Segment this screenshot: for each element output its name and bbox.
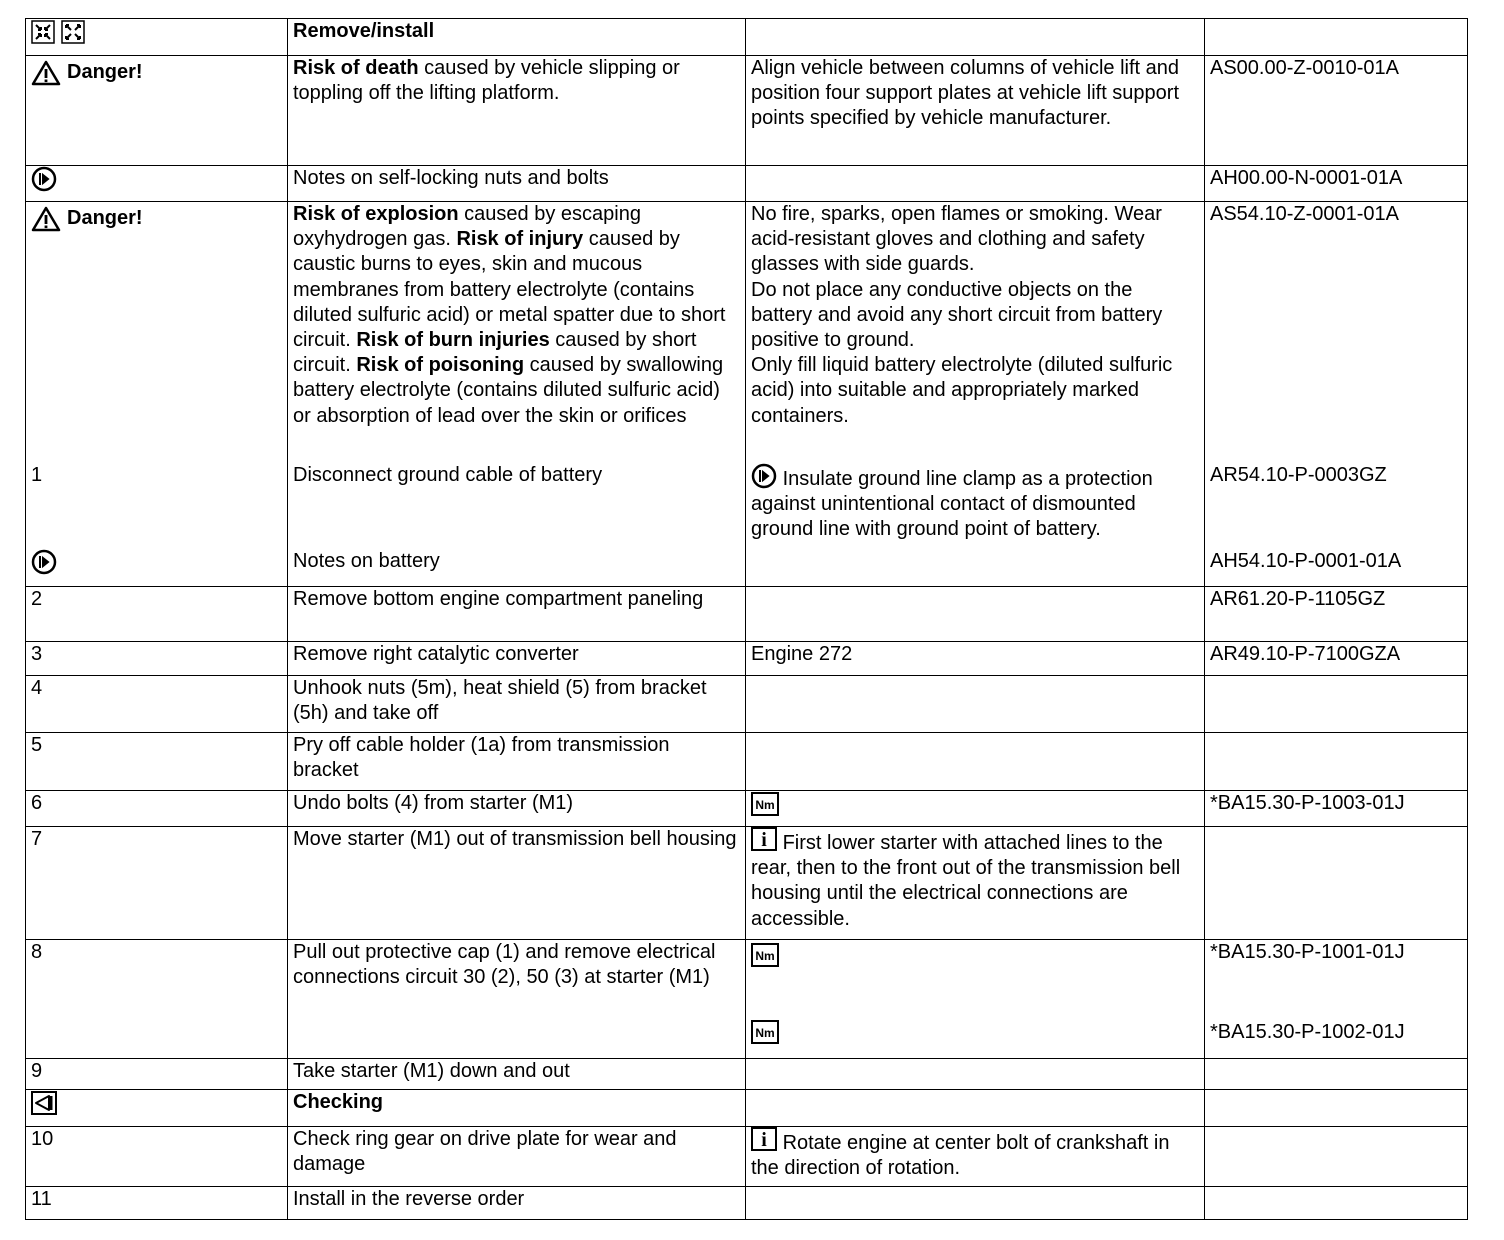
step-row-2 <box>26 587 1468 642</box>
step-number: 6 <box>26 791 288 827</box>
ref-link[interactable]: AR61.20-P-1105GZ <box>1205 587 1468 642</box>
checking-title: Checking <box>293 1091 384 1113</box>
note-text: Notes on battery <box>288 549 746 587</box>
remedy-cell <box>746 202 1205 463</box>
note-arrow-icon <box>31 549 57 575</box>
ref-link[interactable]: AH00.00-N-0001-01A <box>1205 166 1468 202</box>
note-row-battery <box>26 549 1468 587</box>
risk-text: caused by caustic burns to eyes, skin and mucous membranes from battery electrolyte (contains diluted sulfuric acid) or metal spatter due to short circuit. <box>293 228 726 352</box>
step-number: 10 <box>26 1127 288 1187</box>
step-text: Move starter (M1) out of transmission bell housing <box>288 827 746 940</box>
risk-text: caused by swallowing battery electrolyte (contains diluted sulfuric acid) or absorption of lead over the skin or orifices <box>293 354 724 427</box>
risk-bold: Risk of explosion <box>293 203 459 225</box>
step-text: Remove bottom engine compartment paneling <box>288 587 746 642</box>
risk-bold: Risk of poisoning <box>356 354 525 377</box>
step-text: Take starter (M1) down and out <box>288 1059 746 1090</box>
step-number: 5 <box>26 733 288 791</box>
ref-link[interactable]: AR54.10-P-0003GZ <box>1205 463 1468 549</box>
step-text: Check ring gear on drive plate for wear and damage <box>288 1127 746 1187</box>
ref-link[interactable]: AR49.10-P-7100GZA <box>1205 642 1468 676</box>
step-text: Disconnect ground cable of battery <box>288 463 746 549</box>
danger-row-battery <box>26 202 1468 463</box>
note-text: Insulate ground line clamp as a protection against unintentional contact of dismounted ground line with ground point of battery. <box>751 467 1153 540</box>
risk-text: caused by vehicle slipping or toppling off the lifting platform. <box>293 57 680 105</box>
ref-link[interactable]: AS54.10-Z-0001-01A <box>1205 202 1468 463</box>
install-icon <box>61 20 85 44</box>
risk-bold: Risk of death <box>293 57 419 79</box>
step-number: 9 <box>26 1059 288 1090</box>
step-text: Pull out protective cap (1) and remove electrical connections circuit 30 (2), 50 (3) at starter (M1) <box>288 940 746 1059</box>
info-icon <box>751 1127 777 1151</box>
warning-triangle-icon <box>31 206 61 232</box>
step-row-8 <box>26 940 1468 1059</box>
step-number: 8 <box>26 940 288 1059</box>
risk-text: caused by escaping oxyhydrogen gas. <box>293 203 641 251</box>
section-title: Remove/install <box>293 20 435 42</box>
remedy-line: Do not place any conductive objects on the battery and avoid any short circuit from battery positive to ground. <box>751 278 1163 352</box>
step-row-4 <box>26 676 1468 733</box>
step-row-9 <box>26 1059 1468 1090</box>
danger-label <box>31 206 143 232</box>
step-note <box>746 1127 1205 1187</box>
torque-cell <box>746 940 1205 1059</box>
remedy-line: No fire, sparks, open flames or smoking. Wear acid-resistant gloves and clothing and safety glasses with side guards. <box>751 203 1162 276</box>
header-row <box>26 19 1468 56</box>
step-row-5 <box>26 733 1468 791</box>
step-row-3 <box>26 642 1468 676</box>
danger-text: Danger! <box>67 207 143 230</box>
step-row-1 <box>26 463 1468 549</box>
remedy-line: Only fill liquid battery electrolyte (diluted sulfuric acid) into suitable and appropriately marked containers. <box>751 354 1173 427</box>
procedure-table <box>25 18 1468 1220</box>
risk-bold: Risk of burn injuries <box>356 329 550 352</box>
remove-install-icons <box>26 19 288 56</box>
step-text: Remove right catalytic converter <box>288 642 746 676</box>
ref-link[interactable]: *BA15.30-P-1001-01J <box>1210 941 1405 963</box>
note-text: Rotate engine at center bolt of crankshaft in the direction of rotation. <box>751 1132 1170 1180</box>
note-text: Notes on self-locking nuts and bolts <box>288 166 746 202</box>
danger-label <box>31 60 143 86</box>
step-number: 11 <box>26 1187 288 1220</box>
checking-icon <box>31 1091 57 1115</box>
torque-nm-icon[interactable] <box>751 792 779 816</box>
risk-bold: Risk of injury <box>456 228 584 251</box>
step-number: 2 <box>26 587 288 642</box>
note-text: First lower starter with attached lines to the rear, then to the front out of the transmission bell housing until the electrical connections are accessible. <box>751 832 1181 930</box>
note-arrow-icon <box>31 166 57 192</box>
step-number: 1 <box>26 463 288 549</box>
torque-nm-icon[interactable] <box>751 943 779 967</box>
info-text: i <box>761 829 767 851</box>
danger-row-lift <box>26 56 1468 166</box>
danger-text: Danger! <box>67 61 143 84</box>
torque-cell <box>746 791 1205 827</box>
note-row-self-locking <box>26 166 1468 202</box>
step-row-7 <box>26 827 1468 940</box>
risk-cell <box>288 202 746 463</box>
step-row-10 <box>26 1127 1468 1187</box>
nm-text: Nm <box>755 797 775 812</box>
remedy-cell: Align vehicle between columns of vehicle lift and position four support plates at vehicle lift support points specified by vehicle manufacturer. <box>746 56 1205 166</box>
step-note: Engine 272 <box>746 642 1205 676</box>
nm-text: Nm <box>755 1025 775 1040</box>
ref-link[interactable]: *BA15.30-P-1002-01J <box>1210 1021 1405 1044</box>
step-number: 3 <box>26 642 288 676</box>
checking-row <box>26 1090 1468 1127</box>
step-text: Pry off cable holder (1a) from transmission bracket <box>288 733 746 791</box>
info-text: i <box>761 1129 767 1151</box>
step-text: Install in the reverse order <box>288 1187 746 1220</box>
ref-link[interactable]: AH54.10-P-0001-01A <box>1205 549 1468 587</box>
risk-cell <box>288 56 746 166</box>
torque-nm-icon[interactable] <box>751 1020 779 1044</box>
step-note <box>746 827 1205 940</box>
warning-triangle-icon <box>31 60 61 86</box>
step-text: Unhook nuts (5m), heat shield (5) from bracket (5h) and take off <box>288 676 746 733</box>
ref-cell <box>1205 940 1468 1059</box>
step-note <box>746 463 1205 549</box>
step-row-11 <box>26 1187 1468 1220</box>
info-icon <box>751 827 777 851</box>
step-number: 4 <box>26 676 288 733</box>
remove-icon <box>31 20 55 44</box>
risk-text: caused by short circuit. <box>293 329 697 377</box>
step-text: Undo bolts (4) from starter (M1) <box>288 791 746 827</box>
step-number: 7 <box>26 827 288 940</box>
ref-link[interactable]: *BA15.30-P-1003-01J <box>1205 791 1468 827</box>
nm-text: Nm <box>755 948 775 963</box>
ref-link[interactable]: AS00.00-Z-0010-01A <box>1205 56 1468 166</box>
step-row-6 <box>26 791 1468 827</box>
note-arrow-icon <box>751 463 777 489</box>
